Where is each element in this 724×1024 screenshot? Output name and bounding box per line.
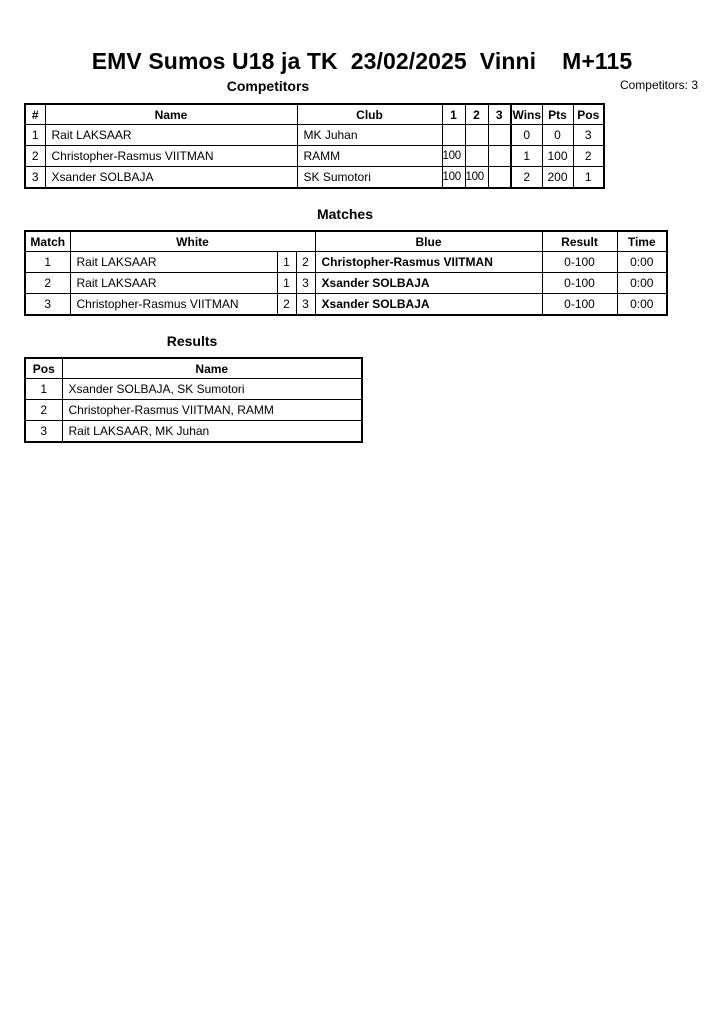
blue-name: Xsander SOLBAJA xyxy=(315,294,542,316)
competitor-name: Christopher-Rasmus VIITMAN xyxy=(45,146,297,167)
match-time: 0:00 xyxy=(617,252,667,273)
competitor-pts: 100 xyxy=(542,146,573,167)
competitor-number: 3 xyxy=(25,167,45,189)
col-header-name: Name xyxy=(45,104,297,125)
competitor-name: Rait LAKSAAR xyxy=(45,125,297,146)
competitor-name: Xsander SOLBAJA xyxy=(45,167,297,189)
result-name: Rait LAKSAAR, MK Juhan xyxy=(62,421,362,443)
table-row xyxy=(25,252,667,273)
table-row xyxy=(25,125,604,146)
competitor-club: RAMM xyxy=(297,146,442,167)
competitor-number: 1 xyxy=(25,125,45,146)
match-time: 0:00 xyxy=(617,294,667,316)
match-number: 3 xyxy=(25,294,70,316)
competitor-wins: 1 xyxy=(511,146,542,167)
white-number: 1 xyxy=(277,273,296,294)
round-1-score xyxy=(442,125,465,146)
col-header-number: # xyxy=(25,104,45,125)
round-2-score xyxy=(465,146,488,167)
result-pos: 2 xyxy=(25,400,62,421)
result-pos: 1 xyxy=(25,379,62,400)
competitor-club: MK Juhan xyxy=(297,125,442,146)
competitor-wins: 2 xyxy=(511,167,542,189)
table-row xyxy=(25,146,604,167)
competitor-pts: 200 xyxy=(542,167,573,189)
round-2-score: 100 xyxy=(465,167,488,189)
competitors-heading: Competitors xyxy=(226,78,310,94)
col-header-pos: Pos xyxy=(25,358,62,379)
col-header-result: Result xyxy=(542,231,617,252)
competitors-table xyxy=(24,103,605,189)
match-number: 2 xyxy=(25,273,70,294)
white-number: 2 xyxy=(277,294,296,316)
col-header-blue: Blue xyxy=(315,231,542,252)
matches-table xyxy=(24,230,668,316)
white-name: Rait LAKSAAR xyxy=(70,273,277,294)
white-number: 1 xyxy=(277,252,296,273)
match-result: 0-100 xyxy=(542,294,617,316)
blue-number: 3 xyxy=(296,294,315,316)
matches-header-row xyxy=(25,231,667,252)
col-header-club: Club xyxy=(297,104,442,125)
blue-number: 2 xyxy=(296,252,315,273)
result-name: Christopher-Rasmus VIITMAN, RAMM xyxy=(62,400,362,421)
match-number: 1 xyxy=(25,252,70,273)
match-result: 0-100 xyxy=(542,273,617,294)
round-2-score xyxy=(465,125,488,146)
white-name: Rait LAKSAAR xyxy=(70,252,277,273)
round-1-score: 100 xyxy=(442,167,465,189)
table-row xyxy=(25,167,604,189)
competitor-pos: 1 xyxy=(573,167,604,189)
round-1-score: 100 xyxy=(442,146,465,167)
col-header-white: White xyxy=(70,231,315,252)
competitor-wins: 0 xyxy=(511,125,542,146)
result-pos: 3 xyxy=(25,421,62,443)
competitor-pos: 2 xyxy=(573,146,604,167)
match-result: 0-100 xyxy=(542,252,617,273)
competitors-header-row xyxy=(25,104,604,125)
col-header-pos: Pos xyxy=(573,104,604,125)
col-header-match: Match xyxy=(25,231,70,252)
results-header-row xyxy=(25,358,362,379)
table-row xyxy=(25,294,667,316)
col-header-pts: Pts xyxy=(542,104,573,125)
col-header-round-3: 3 xyxy=(488,104,511,125)
page-title: EMV Sumos U18 ja TK 23/02/2025 Vinni M+115 xyxy=(91,48,633,74)
round-3-score xyxy=(488,167,511,189)
col-header-round-1: 1 xyxy=(442,104,465,125)
round-3-score xyxy=(488,146,511,167)
col-header-time: Time xyxy=(617,231,667,252)
blue-number: 3 xyxy=(296,273,315,294)
white-name: Christopher-Rasmus VIITMAN xyxy=(70,294,277,316)
round-3-score xyxy=(488,125,511,146)
table-row xyxy=(25,379,362,400)
match-time: 0:00 xyxy=(617,273,667,294)
col-header-wins: Wins xyxy=(511,104,542,125)
competitors-count: Competitors: 3 xyxy=(619,78,698,92)
blue-name: Christopher-Rasmus VIITMAN xyxy=(315,252,542,273)
competitor-pos: 3 xyxy=(573,125,604,146)
competitor-pts: 0 xyxy=(542,125,573,146)
results-heading: Results xyxy=(166,333,218,349)
matches-heading: Matches xyxy=(316,206,374,222)
blue-name: Xsander SOLBAJA xyxy=(315,273,542,294)
table-row xyxy=(25,400,362,421)
table-row xyxy=(25,273,667,294)
table-row xyxy=(25,421,362,443)
competitor-number: 2 xyxy=(25,146,45,167)
results-table xyxy=(24,357,363,443)
col-header-round-2: 2 xyxy=(465,104,488,125)
competitor-club: SK Sumotori xyxy=(297,167,442,189)
col-header-name: Name xyxy=(62,358,362,379)
result-name: Xsander SOLBAJA, SK Sumotori xyxy=(62,379,362,400)
